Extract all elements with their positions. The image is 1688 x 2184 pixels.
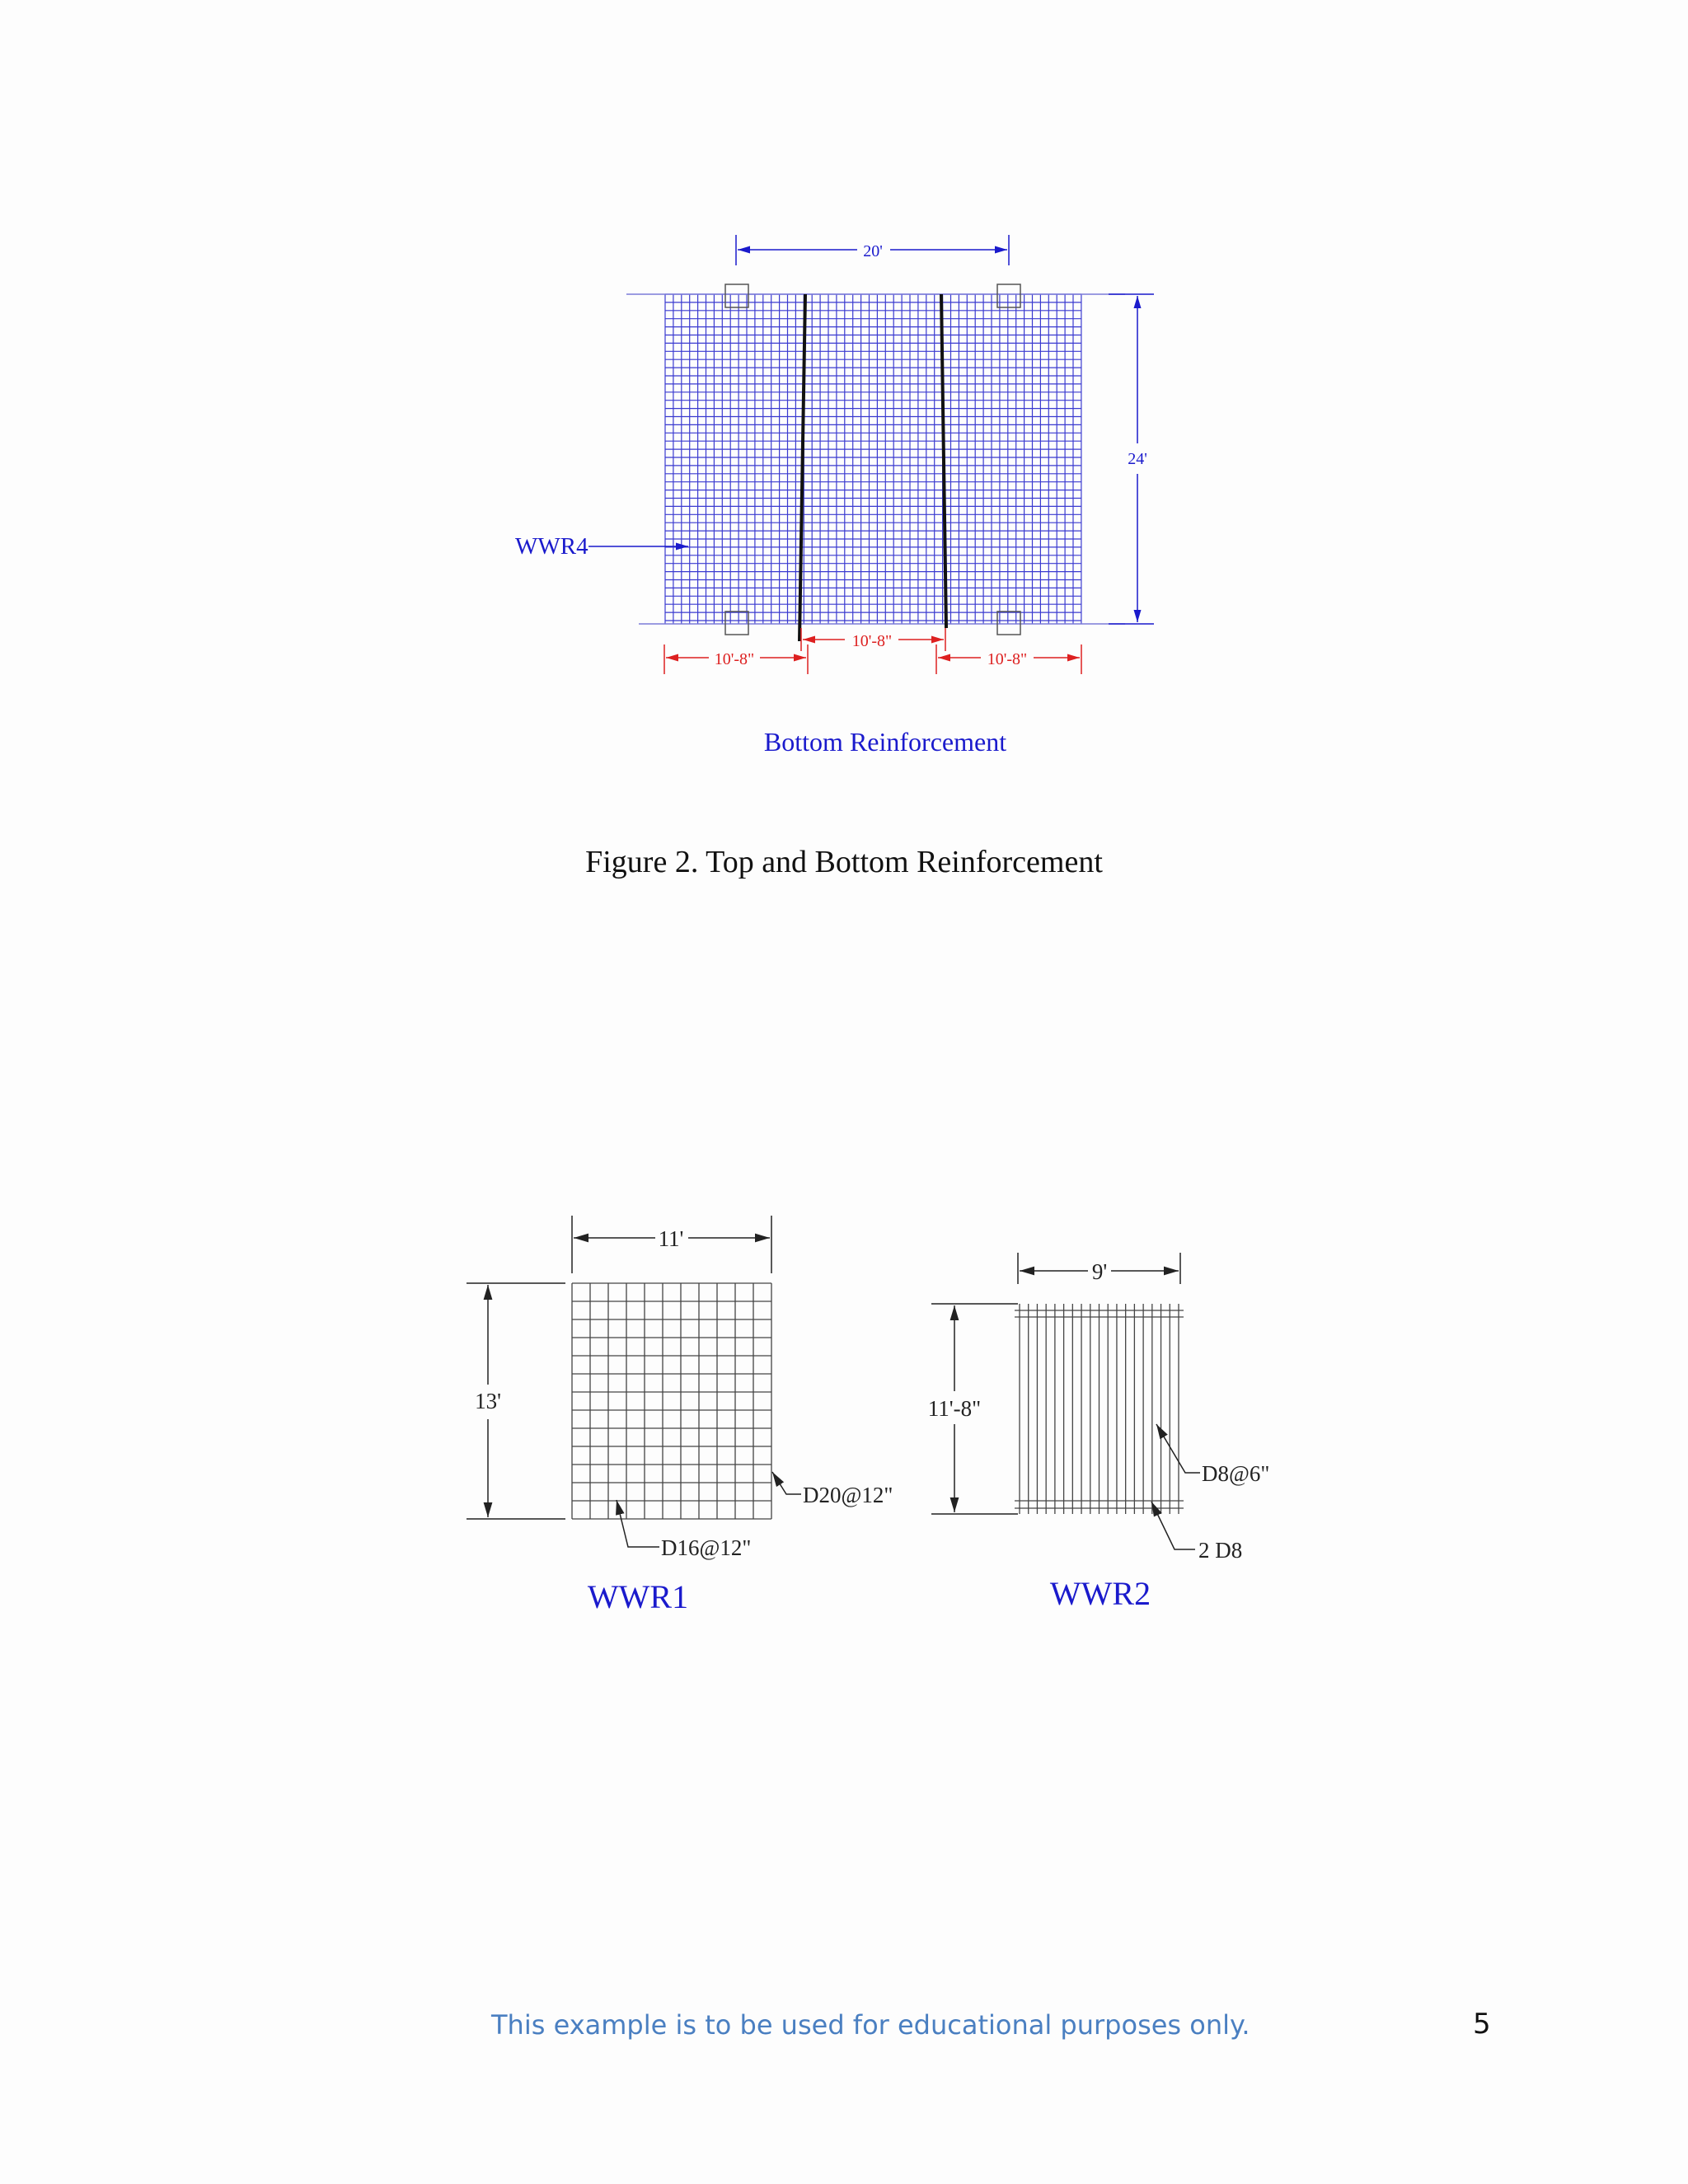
wwr4-mesh xyxy=(665,294,1081,624)
dim-right-label: 24' xyxy=(1128,450,1147,468)
wwr2-callout-cross: 2 D8 xyxy=(1198,1538,1243,1563)
wwr1-detail xyxy=(467,1216,893,1615)
dim-top-label: 20' xyxy=(863,242,883,260)
column-top-left xyxy=(725,284,748,307)
wwr1-callout-vertical-leader xyxy=(772,1472,801,1494)
wwr2-dim-width-label: 9' xyxy=(1091,1259,1108,1284)
wwr1-callout-horizontal-leader xyxy=(617,1500,659,1547)
splice-line-right xyxy=(941,294,946,628)
wwr1-callout-vertical: D20@12" xyxy=(803,1483,893,1507)
page-number: 5 xyxy=(1473,2008,1491,2041)
wwr2-callout-bars: D8@6" xyxy=(1202,1461,1270,1486)
splice-line-left xyxy=(799,294,805,641)
subtitle-bottom-reinforcement: Bottom Reinforcement xyxy=(763,727,1007,757)
wwr2-title: WWR2 xyxy=(1049,1575,1151,1612)
wwr4-label: WWR4 xyxy=(515,533,588,560)
column-bottom-right xyxy=(997,612,1020,635)
dim-bottom-middle-label: 10'-8" xyxy=(851,632,893,650)
wwr1-callout-horizontal: D16@12" xyxy=(661,1535,752,1560)
wwr2-dim-height-label: 11'-8" xyxy=(927,1396,982,1421)
wwr2-bars xyxy=(1015,1304,1184,1514)
dim-bottom-right-label: 10'-8" xyxy=(987,650,1028,668)
wwr1-dim-height-label: 13' xyxy=(475,1389,501,1413)
footer-note: This example is to be used for educational purposes only. xyxy=(491,2009,1250,2041)
wwr2-callout-cross-leader xyxy=(1151,1502,1195,1549)
bottom-reinforcement-plan xyxy=(515,235,1154,757)
column-bottom-left xyxy=(725,612,748,635)
column-top-right xyxy=(997,284,1020,307)
wwr1-title: WWR1 xyxy=(587,1578,689,1615)
wwr2-detail xyxy=(928,1253,1270,1612)
wwr1-dim-width-label: 11' xyxy=(658,1226,684,1251)
wwr1-mesh xyxy=(572,1283,771,1519)
dim-bottom-left-label: 10'-8" xyxy=(714,650,755,668)
figure-caption: Figure 2. Top and Bottom Reinforcement xyxy=(585,845,1103,879)
